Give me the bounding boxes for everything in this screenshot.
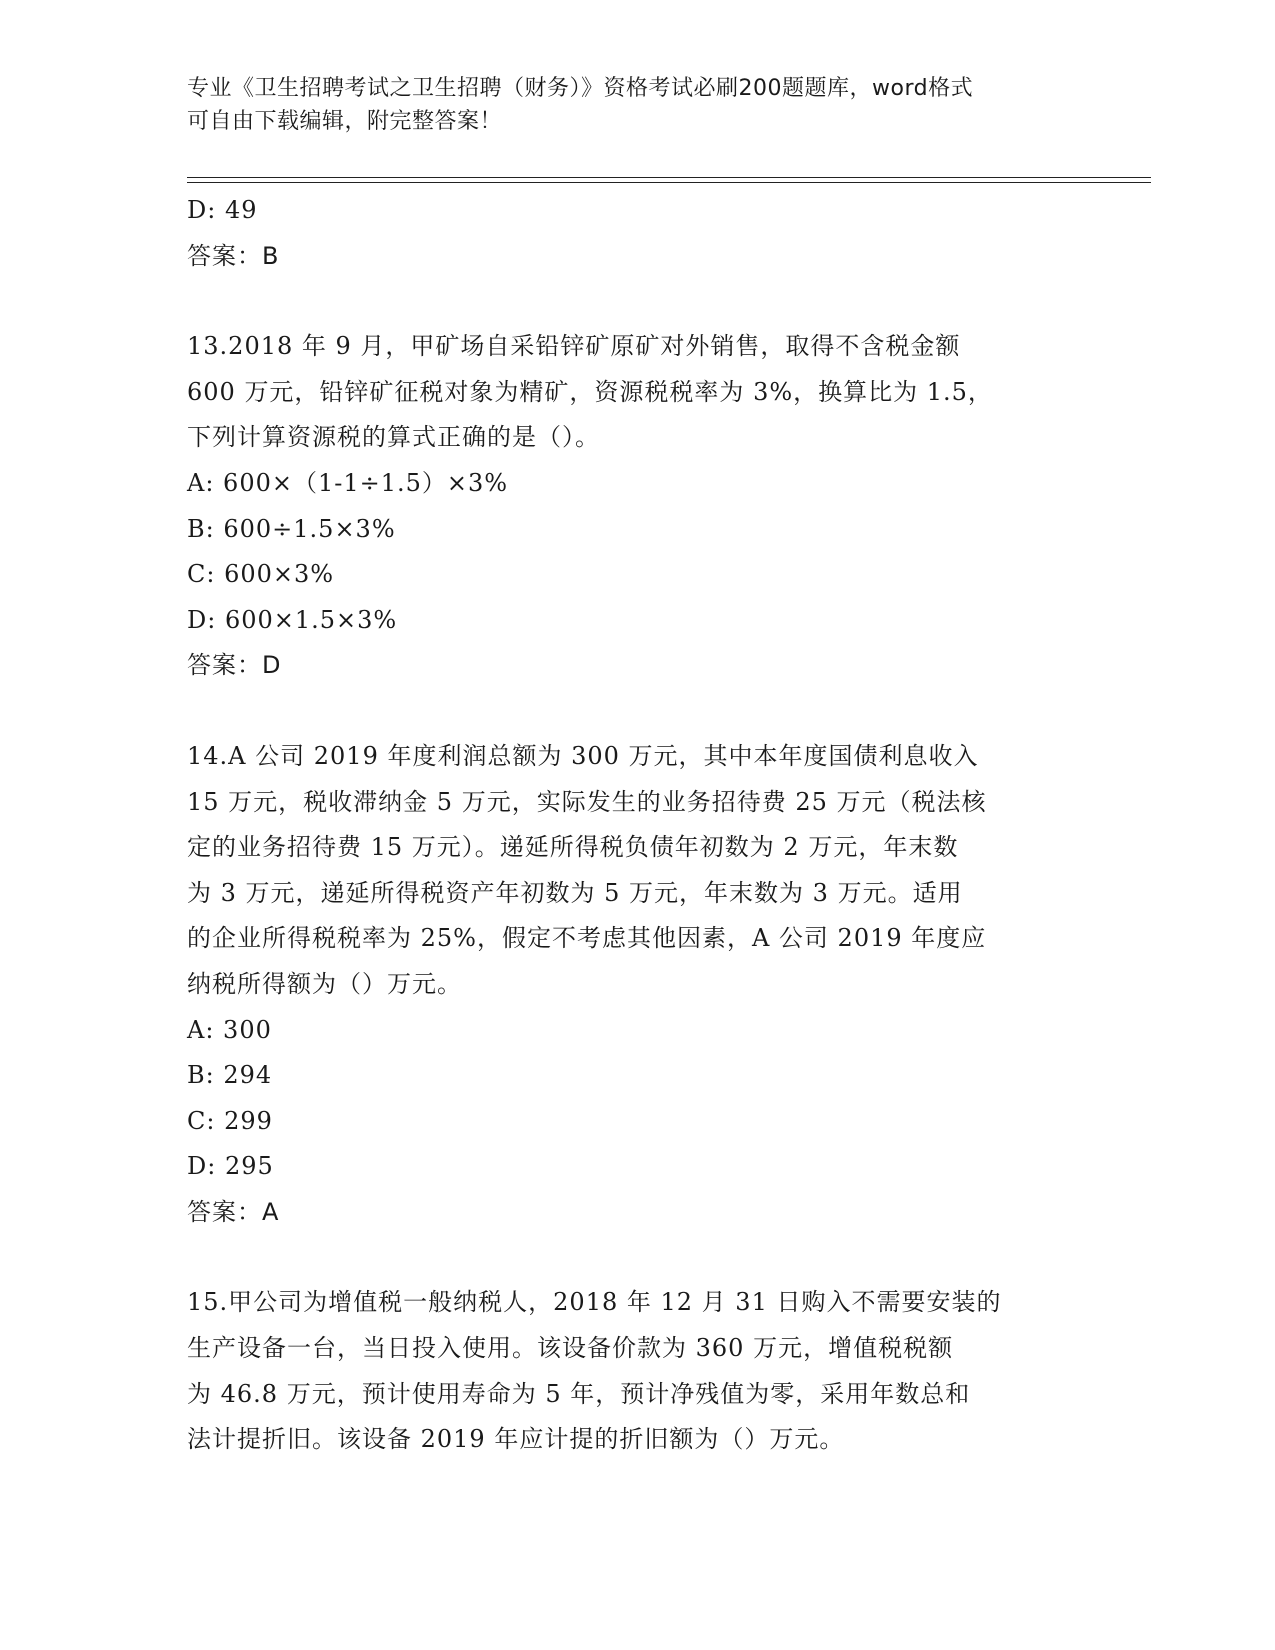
stem-line: 13.2018 年 9 月，甲矿场自采铅锌矿原矿对外销售，取得不含税金额 (187, 332, 961, 361)
question-stem (187, 734, 1087, 1008)
stem-line: 600 万元，铅锌矿征税对象为精矿，资源税税率为 3%，换算比为 1.5， (187, 377, 993, 406)
document-body (187, 188, 1087, 1463)
option-d: D: 600×1.5×3% (187, 605, 398, 634)
stem-line: 15.甲公司为增值税一般纳税人，2018 年 12 月 31 日购入不需要安装的 (187, 1288, 1002, 1317)
option-a: A: 300 (187, 1015, 272, 1044)
option-c: C: 600×3% (187, 560, 335, 589)
page-header (187, 72, 1087, 138)
option-d: D: 49 (187, 196, 258, 224)
stem-line: 的企业所得税税率为 25%，假定不考虑其他因素，A 公司 2019 年度应 (187, 924, 987, 953)
answer-line: 答案：D (187, 651, 282, 680)
option-b: B: 294 (187, 1061, 273, 1090)
answer-line: 答案：A (187, 1197, 280, 1226)
question-12-tail (187, 188, 1087, 279)
stem-line: 下列计算资源税的算式正确的是（）。 (187, 423, 600, 452)
option-b: B: 600÷1.5×3% (187, 514, 396, 543)
stem-line: 15 万元，税收滞纳金 5 万元，实际发生的业务招待费 25 万元（税法核 (187, 787, 987, 816)
header-rule-top (187, 177, 1151, 178)
stem-line: 为 46.8 万元，预计使用寿命为 5 年，预计净残值为零，采用年数总和 (187, 1379, 971, 1408)
header-rule-bottom (187, 182, 1151, 183)
question-14 (187, 734, 1087, 1236)
question-stem (187, 1280, 1087, 1462)
option-c: C: 299 (187, 1106, 273, 1135)
header-title-line-2: 可自由下载编辑，附完整答案！ (187, 109, 503, 134)
stem-line: 纳税所得额为（）万元。 (187, 969, 462, 998)
stem-line: 定的业务招待费 15 万元）。递延所得税负债年初数为 2 万元，年末数 (187, 833, 959, 862)
option-a: A: 600×（1-1÷1.5）×3% (187, 468, 509, 497)
stem-line: 法计提折旧。该设备 2019 年应计提的折旧额为（）万元。 (187, 1425, 845, 1454)
answer-line: 答案：B (187, 241, 280, 270)
stem-line: 14.A 公司 2019 年度利润总额为 300 万元，其中本年度国债利息收入 (187, 741, 979, 770)
option-d: D: 295 (187, 1152, 274, 1181)
stem-line: 生产设备一台，当日投入使用。该设备价款为 360 万元，增值税税额 (187, 1334, 954, 1363)
question-stem (187, 324, 1087, 461)
header-title-line-1: 专业《卫生招聘考试之卫生招聘（财务）》资格考试必刷200题题库，word格式 (187, 76, 974, 101)
question-15 (187, 1280, 1087, 1462)
question-13 (187, 324, 1087, 689)
stem-line: 为 3 万元，递延所得税资产年初数为 5 万元，年末数为 3 万元。适用 (187, 878, 963, 907)
